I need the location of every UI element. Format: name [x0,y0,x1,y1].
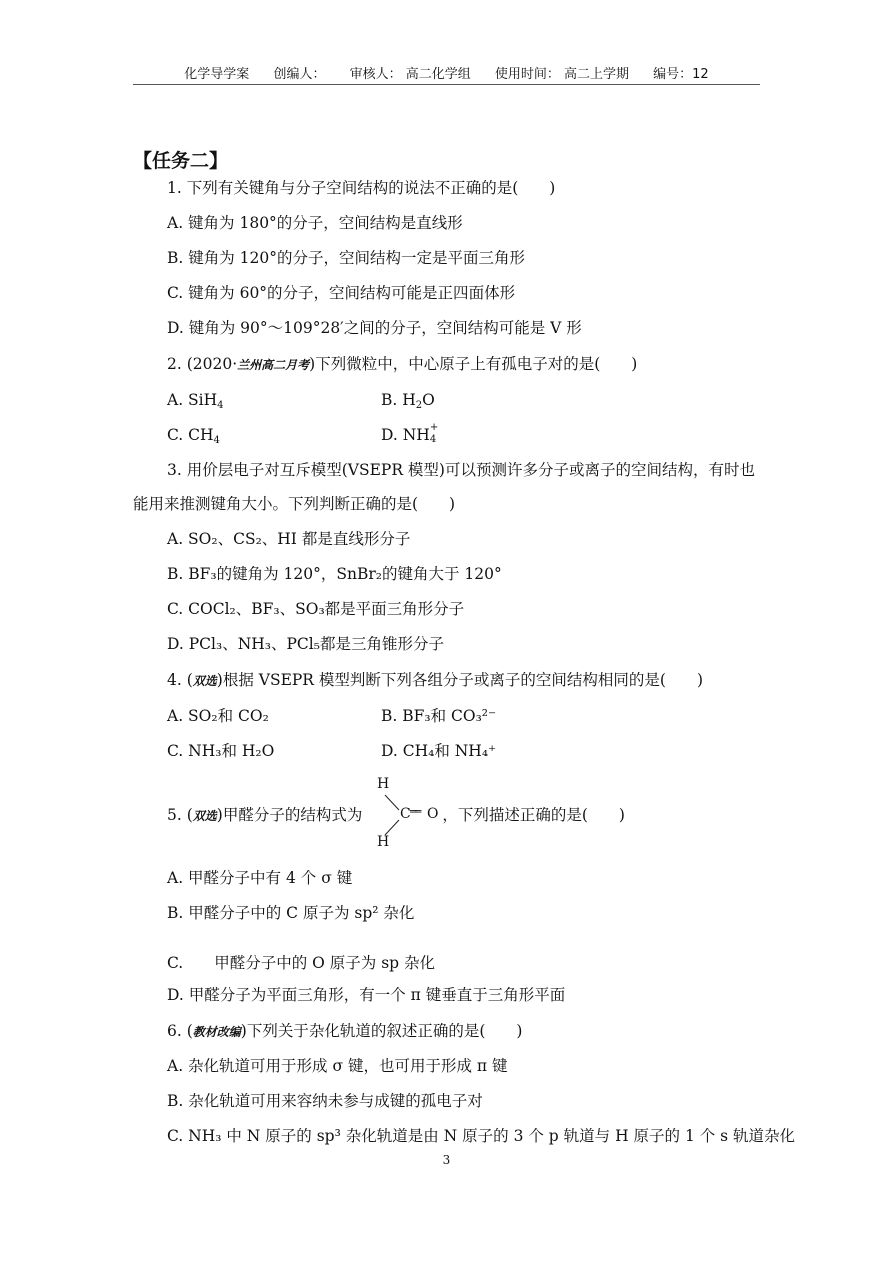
struct-h-top: H [377,776,390,792]
q3-option-d: D. PCl₃、NH₃、PCl₅都是三角锥形分子 [167,635,444,653]
page-header [0,63,893,82]
q4-source: 双选 [192,674,217,688]
q3-option-a: A. SO₂、CS₂、HI 都是直线形分子 [167,530,411,548]
q5-source: 双选 [192,809,217,823]
q2-option-a: A. SiH$_4$ [167,391,224,411]
q5-option-c: C. 甲醛分子中的 O 原子为 sp 杂化 [167,954,436,972]
q1-option-d: D. 键角为 90°～109°28′之间的分子，空间结构可能是 V 形 [167,319,582,337]
q6-option-c: C. NH₃ 中 N 原子的 sp³ 杂化轨道是由 N 原子的 3 个 p 轨道与 H 原子的 1 个 s 轨道杂化 [167,1127,796,1145]
q6-option-b: B. 杂化轨道可用来容纳未参与成键的孤电子对 [167,1092,483,1110]
struct-h-bottom: H [377,834,390,850]
q2-option-d: D. NH + 4 [381,422,439,445]
q6-option-a: A. 杂化轨道可用于形成 σ 键，也可用于形成 π 键 [167,1057,508,1075]
q4-option-a: A. SO₂和 CO₂ [167,707,269,725]
page-number: 3 [442,1153,451,1167]
q5-option-a: A. 甲醛分子中有 4 个 σ 键 [167,869,353,887]
q2-source: 兰州高二月考 [237,358,310,372]
q2-option-b: B. $H_2O$ [381,391,435,411]
q1-option-b: B. 键角为 120°的分子，空间结构一定是平面三角形 [167,249,526,267]
q3-option-b: B. BF₃的键角为 120°，SnBr₂的键角大于 120° [167,565,502,583]
formaldehyde-structure [345,776,445,854]
q5-stem: 5. (双选)甲醛分子的结构式为 ，下列描述正确的是( ) [167,806,625,824]
editor: 创编人： [273,67,326,82]
q6-source: 教材改编 [192,1025,241,1039]
q2-option-c: C. $CH_4$ [167,426,220,446]
q6-stem: 6. (教材改编)下列关于杂化轨道的叙述正确的是( ) [167,1022,523,1040]
q1-option-a: A. 键角为 180°的分子，空间结构是直线形 [167,214,463,232]
q1-option-c: C. 键角为 60°的分子，空间结构可能是正四面体形 [167,284,516,302]
task-title: 【任务二】 [133,150,229,172]
q3-stem-line1: 3. 用价层电子对互斥模型(VSEPR 模型)可以预测许多分子或离子的空间结构，有时也 [167,461,755,479]
q4-option-b: B. BF₃和 CO₃²⁻ [381,707,497,725]
reviewer: 审核人： 高二化学组 [349,67,471,82]
struct-o: O [427,806,439,822]
struct-double-bond: ══ [410,805,420,818]
q4-stem: 4. (双选)根据 VSEPR 模型判断下列各组分子或离子的空间结构相同的是( ) [167,671,704,689]
doc-number: 编号：12 [653,67,709,82]
q5-option-b: B. 甲醛分子中的 C 原子为 sp² 杂化 [167,904,415,922]
doc-name: 化学导学案 [184,67,250,82]
header-divider [133,84,760,85]
q5-option-d: D. 甲醛分子为平面三角形，有一个 π 键垂直于三角形平面 [167,986,566,1004]
q1-stem: 1. 下列有关键角与分子空间结构的说法不正确的是( ) [167,179,556,197]
q4-option-c: C. NH₃和 H₂O [167,742,275,760]
q3-option-c: C. COCl₂、BF₃、SO₃都是平面三角形分子 [167,600,465,618]
q3-stem-line2: 能用来推测键角大小。下列判断正确的是( ) [133,495,456,513]
q4-option-d: D. CH₄和 NH₄⁺ [381,742,497,760]
q2-stem: 2. (2020·兰州高二月考)下列微粒中，中心原子上有孤电子对的是( ) [167,355,638,373]
use-time: 使用时间： 高二上学期 [494,67,630,82]
struct-c: C [400,806,411,822]
